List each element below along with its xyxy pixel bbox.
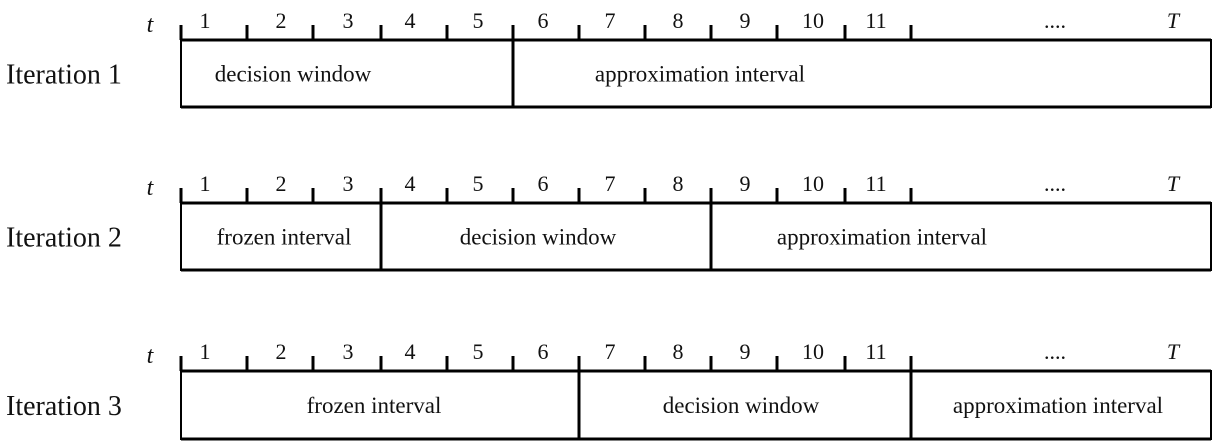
iteration-1-tick-label: 4 — [404, 8, 416, 33]
iteration-3-tick-label: 11 — [865, 339, 887, 364]
iteration-3-label: Iteration 3 — [6, 391, 122, 422]
iteration-3-decision-window: decision window — [662, 393, 820, 418]
iteration-2-tick-label: .... — [1044, 171, 1066, 196]
iteration-1-decision-window: decision window — [214, 61, 372, 87]
iteration-1-tick-label: 6 — [537, 8, 549, 33]
iteration-3-tick-label: 7 — [604, 339, 616, 364]
iteration-3-approximation-interval: approximation interval — [952, 393, 1164, 418]
iteration-1-tick-label: T — [1166, 8, 1180, 33]
iteration-1-label: Iteration 1 — [6, 59, 122, 91]
iteration-3-tick-label: 3 — [342, 339, 354, 364]
iteration-2-frozen-interval: frozen interval — [216, 224, 352, 250]
iteration-1-tick-label: 9 — [739, 8, 751, 33]
iteration-3-tick-label: 5 — [472, 339, 484, 364]
iteration-2-tick-label: 4 — [404, 171, 416, 196]
iteration-1-tick-label: 3 — [342, 8, 354, 33]
iteration-3-tick-label: T — [1166, 339, 1180, 364]
iteration-2-tick-label: T — [1166, 171, 1180, 196]
iteration-3-tick-label: .... — [1044, 339, 1066, 364]
iteration-3-tick-label: 9 — [739, 339, 751, 364]
iteration-2-tick-label: 2 — [275, 171, 287, 196]
iteration-2-tick-label: 7 — [604, 171, 616, 196]
iteration-3-tick-label: 8 — [672, 339, 684, 364]
iteration-3-frozen-interval: frozen interval — [306, 393, 442, 418]
iteration-2-time-symbol: t — [146, 175, 154, 201]
iteration-2-label: Iteration 2 — [6, 222, 122, 254]
iteration-2-tick-label: 5 — [472, 171, 484, 196]
iteration-2-tick-label: 3 — [342, 171, 354, 196]
iteration-2-tick-label: 10 — [802, 171, 824, 196]
iteration-2-approximation-interval: approximation interval — [776, 224, 988, 250]
iteration-3-tick-label: 6 — [537, 339, 549, 364]
iteration-3-tick-label: 10 — [802, 339, 824, 364]
iteration-3-tick-label: 2 — [275, 339, 287, 364]
iteration-2-tick-label: 8 — [672, 171, 684, 196]
iteration-1-tick-label: 5 — [472, 8, 484, 33]
iteration-1-tick-label: 2 — [275, 8, 287, 33]
iteration-1-time-symbol: t — [146, 12, 154, 38]
iteration-3-time-symbol: t — [146, 343, 154, 369]
iteration-2-tick-label: 11 — [865, 171, 887, 196]
iteration-2-tick-label: 9 — [739, 171, 751, 196]
iteration-3-tick-label: 4 — [404, 339, 416, 364]
iteration-2-tick-label: 1 — [199, 171, 211, 196]
iteration-2-decision-window: decision window — [459, 224, 617, 250]
iteration-1-tick-label: 7 — [604, 8, 616, 33]
iteration-1-tick-label: 1 — [199, 8, 211, 33]
iteration-1-tick-label: 10 — [802, 8, 824, 33]
iteration-1-tick-label: 11 — [865, 8, 887, 33]
iteration-1-approximation-interval: approximation interval — [594, 61, 806, 87]
iteration-3-tick-label: 1 — [199, 339, 211, 364]
iteration-2-tick-label: 6 — [537, 171, 549, 196]
iteration-1-tick-label: 8 — [672, 8, 684, 33]
iteration-1-tick-label: .... — [1044, 8, 1066, 33]
